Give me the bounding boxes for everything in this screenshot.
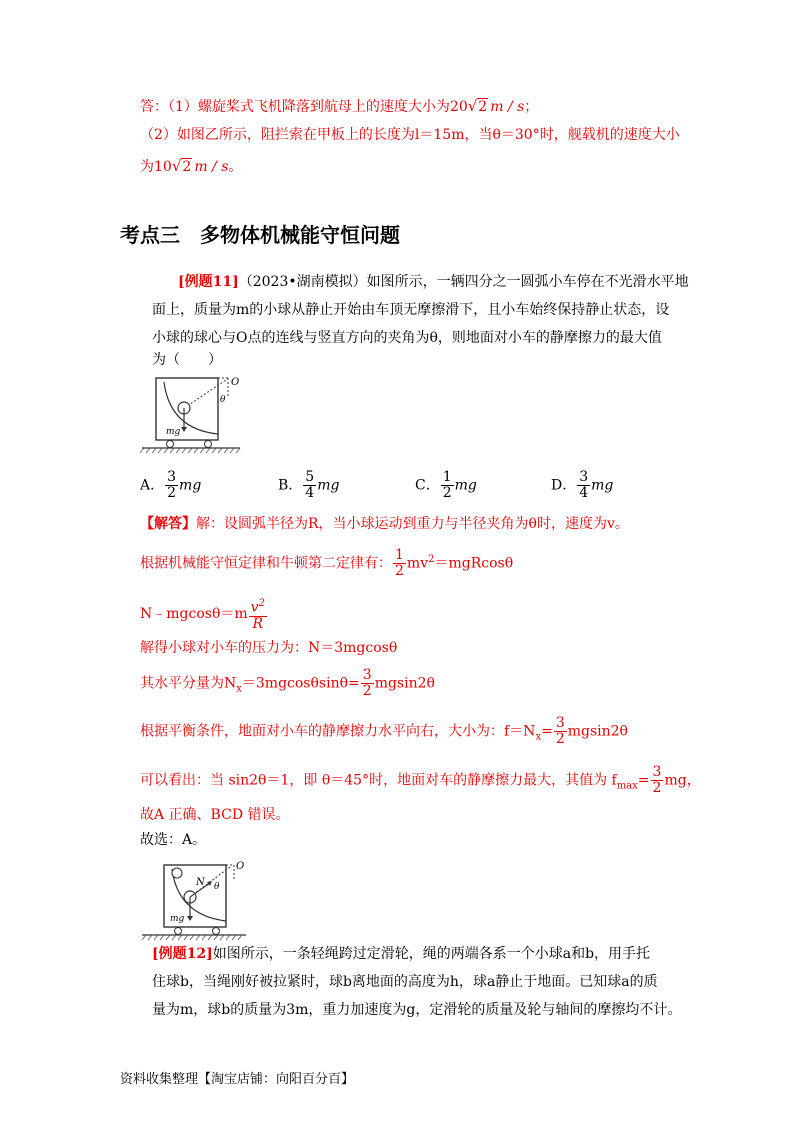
option-d[interactable]: D． $\frac{3}{4}$ mg <box>551 469 614 501</box>
solution-tag: 【解答】 <box>140 516 196 532</box>
example-11-tag: [例题11] <box>178 274 239 290</box>
answer-line-1: 答：（1）螺旋桨式飞机降落到航母上的速度大小为20√2 m / s； <box>140 97 539 115</box>
example-12-line-2: 住球b，当绳刚好被拉紧时，球b离地面的高度为h，球a静止于地面。已知球a的质 <box>152 974 658 990</box>
example-12-tag: [例题12] <box>152 946 213 962</box>
solution-line-5: 其水平分量为$N_x=3mgcos\theta\sin\theta=$ $\frac{3}{2}$ mgsin2θ <box>140 667 435 699</box>
option-b[interactable]: B． $\frac{5}{4}$ mg <box>278 469 340 501</box>
option-a[interactable]: A． $\frac{3}{2}$ mg <box>140 469 202 501</box>
solution-line-3: N﹣mgcosθ＝m $\frac{v^2}{R}$ <box>140 598 265 632</box>
example-12-line-1: [例题12]如图所示，一条轻绳跨过定滑轮，绳的两端各系一个小球a和b，用手托 <box>152 946 651 962</box>
footer: 资料收集整理【淘宝店铺：向阳百分百】 <box>120 1072 355 1087</box>
solution-line-8: 故A 正确、BCD 错误。 <box>140 807 290 823</box>
gravity-arrow-icon <box>181 427 187 432</box>
example-11-line-2: 面上，质量为m的小球从静止开始由车顶无摩擦滑下，且小车始终保持静止状态，设 <box>152 302 670 318</box>
gravity-arrow-icon-2 <box>187 916 193 921</box>
answer-line-2: （2）如图乙所示，阻拦索在甲板上的长度为l＝15m，当θ＝30°时，舰载机的速度大小 <box>140 127 680 143</box>
example-11-line-4: 为（ ） <box>152 352 222 368</box>
solution-line-7: 可以看出：当 sin2θ＝1，即 θ＝45°时，地面对车的静摩擦力最大，其值为 $f_{max}=$ $\frac{3}{2}$ mg， <box>140 764 701 796</box>
label-O: O <box>231 377 240 388</box>
example-11-line-3: 小球的球心与O点的连线与竖直方向的夹角为θ，则地面对小车的静摩擦力的最大值 <box>152 330 662 346</box>
solution-line-1: 【解答】解：设圆弧半径为R，当小球运动到重力与半径夹角为θ时，速度为v。 <box>140 516 629 532</box>
label-mg: mg <box>166 427 181 437</box>
normal-force-arrow-icon <box>207 881 212 886</box>
answer-line-3: 为10√2 m / s。 <box>140 157 243 175</box>
solution-line-2: 根据机械能守恒定律和牛顿第二定律有： $\frac{1}{2}$ $mv^2=mgRcos\theta$ <box>140 547 514 579</box>
section-title: 考点三 多物体机械能守恒问题 <box>120 223 400 247</box>
solution-line-4: 解得小球对小车的压力为：N＝3mgcosθ <box>140 640 398 656</box>
cart-figure-1 <box>140 374 250 454</box>
solution-line-9: 故选：A。 <box>140 832 207 848</box>
option-c[interactable]: C． $\frac{1}{2}$ mg <box>415 469 477 501</box>
label-O-2: O <box>236 861 245 872</box>
label-theta-2: θ <box>214 882 220 892</box>
label-mg-2: mg <box>170 914 185 924</box>
example-11-line-1: [例题11]（2023•湖南模拟）如图所示，一辆四分之一圆弧小车停在不光滑水平地 <box>178 274 689 290</box>
cart-figure-2 <box>140 855 250 940</box>
label-N: N <box>196 877 205 888</box>
example-12-line-3: 量为m，球b的质量为3m，重力加速度为g，定滑轮的质量及轮与轴间的摩擦均不计。 <box>152 1002 682 1018</box>
label-theta: θ <box>220 395 226 405</box>
solution-line-6: 根据平衡条件，地面对小车的静摩擦力水平向右，大小为：$f=N_x=$ $\frac{3}{2}$ mgsin2θ <box>140 715 628 747</box>
